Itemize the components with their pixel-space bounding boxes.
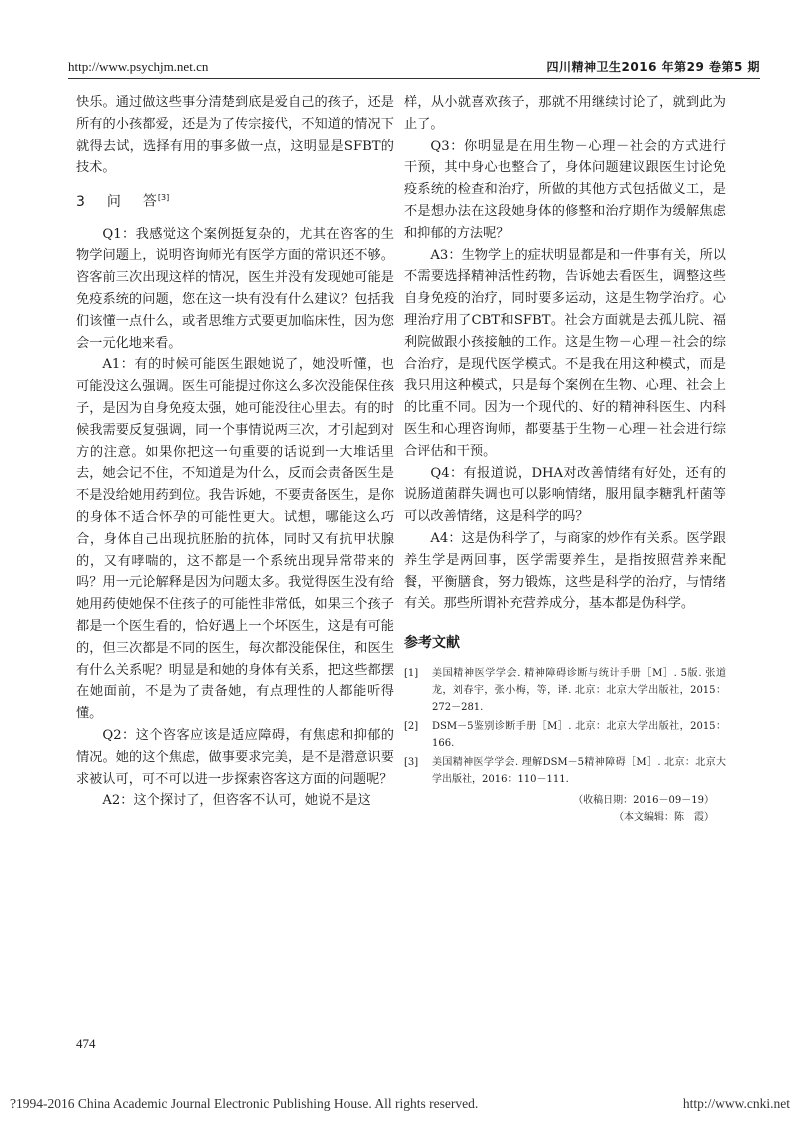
answer-3: A3：生物学上的症状明显都是和一件事有关，所以不需要选择精神活性药物，告诉她去看医生，调整这些自身免疫的治疗，同时要多运动，这是生物学治疗。心理治疗用了CBT和SFBT。社会方面就是去孤儿院、福利院做跟小孩接触的工作。这是生物－心理－社会的综合治疗，是现代医学模式。不是我在用这种模式，而是我只用这种模式，只是每个案例在生物、心理、社会上的比重不同。因为一个现代的、好的精神科医生、内科医生和心理咨询师，都要基于生物－心理－社会进行综合评估和干预。 (404, 247, 726, 459)
answer-2: A2：这个探讨了，但咨客不认可，她说不是这 (102, 793, 371, 809)
reference-text: 美国精神医学学会. 理解DSM－5精神障碍［M］. 北京：北京大学出版社，2016：110－111. (432, 756, 726, 785)
journal-issue: 四川精神卫生2016 年第29 卷第5 期 (546, 60, 760, 74)
reference-item (404, 718, 726, 752)
section-title-char-2: 答 (142, 193, 157, 210)
footer-copyright: ?1994-2016 China Academic Journal Electronic Publishing House. All rights reserved. (10, 1096, 479, 1111)
reference-text: DSM－5鉴别诊断手册［M］. 北京：北京大学出版社，2015：166. (432, 720, 726, 749)
running-header (68, 51, 760, 79)
section-title-char-1: 问 (106, 193, 121, 210)
footer-site-link[interactable]: http://www.cnki.net (682, 1096, 790, 1111)
left-column (76, 92, 394, 812)
reference-number: [2] (404, 720, 419, 732)
right-column (404, 92, 726, 826)
question-4: Q4：有报道说，DHA对改善情绪有好处，还有的说肠道菌群失调也可以影响情绪，服用鼠李糖乳杆菌等可以改善情绪，这是科学的吗？ (404, 465, 726, 525)
references-title: 参考文献 (404, 635, 460, 652)
question-2: Q2：这个咨客应该是适应障碍，有焦虑和抑郁的情况。她的这个焦虑，做事要求完美，是不是潜意识要求被认可，可不可以进一步探索咨客这方面的问题呢？ (76, 727, 394, 787)
section-citation: [3] (157, 193, 170, 203)
journal-url: http://www.psychjm.net.cn (68, 59, 209, 74)
reference-item (404, 665, 726, 716)
question-1: Q1：我感觉这个案例挺复杂的，尤其在咨客的生物学问题上，说明咨询师光有医学方面的常识还不够。咨客前三次出现这样的情况，医生并没有发现她可能是免疫系统的问题，您在这一块有没有什么建议？包括我们该懂一点什么，或者思维方式要更加临床性，因为您会一元化地来看。 (76, 226, 394, 351)
page-number: 474 (76, 1036, 96, 1051)
continued-paragraph: 样，从小就喜欢孩子，那就不用继续讨论了，就到此为止了。 (404, 95, 726, 132)
footer (10, 1096, 790, 1112)
question-3: Q3：你明显是在用生物－心理－社会的方式进行干预，其中身心也整合了，身体问题建议跟医生讨论免疫系统的检查和治疗，所做的其他方式包括做义工，是不是想办法在这段她身体的修整和治疗期作为缓解焦虑和抑郁的方法呢？ (404, 138, 726, 241)
reference-item (404, 754, 726, 788)
editor-note: （本文编辑：陈 霞） (614, 811, 714, 823)
answer-1: A1：有的时候可能医生跟她说了，她没听懂，也可能没这么强调。医生可能提过你这么多次没能保住孩子，是因为自身免疫太强，她可能没往心里去。有的时候我需要反复强调，同一个事情说两三次，才引起到对方的注意。如果你把这一句重要的话说到一大堆话里去，她会记不住，不知道是为什么，反而会责备医生是不是没给她用药到位。我告诉她，不要责备医生，是你的身体不适合怀孕的可能性更大。试想，哪能这么巧合，身体自己出现抗胚胎的抗体，同时又有抗甲状腺的，又有哮喘的，这不都是一个系统出现异常带来的吗？用一元论解释是因为问题太多。我觉得医生没有给她用药使她保不住孩子的可能性非常低，如果三个孩子都是一个医生看的，恰好遇上一个坏医生，这是有可能的，但三次都是不同的医生，每次都没能保住，和医生有什么关系呢？明显是和她的身体有关系，把这些都摆在她面前，不是为了责备她，有点理性的人都能听得懂。 (76, 357, 394, 722)
section-heading (76, 187, 394, 213)
reference-number: [1] (404, 667, 419, 679)
received-date: （收稿日期：2016－09－19） (573, 794, 714, 806)
reference-number: [3] (404, 756, 419, 768)
section-number: 3 (76, 193, 85, 210)
intro-paragraph: 快乐。通过做这些事分清楚到底是爱自己的孩子，还是所有的小孩都爱，还是为了传宗接代，不知道的情况下就得去试，选择有用的事多做一点，这明显是SFBT的技术。 (76, 95, 394, 176)
reference-text: 美国精神医学学会. 精神障碍诊断与统计手册［M］. 5版. 张道龙，刘春宇，张小梅，等，译. 北京：北京大学出版社，2015：272－281. (432, 667, 726, 713)
answer-4: A4：这是伪科学了，与商家的炒作有关系。医学跟养生学是两回事，医学需要养生，是指按照营养来配餐，平衡膳食，努力锻炼，这些是科学的治疗，与情绪有关。那些所谓补充营养成分，基本都是伪科学。 (404, 530, 726, 612)
